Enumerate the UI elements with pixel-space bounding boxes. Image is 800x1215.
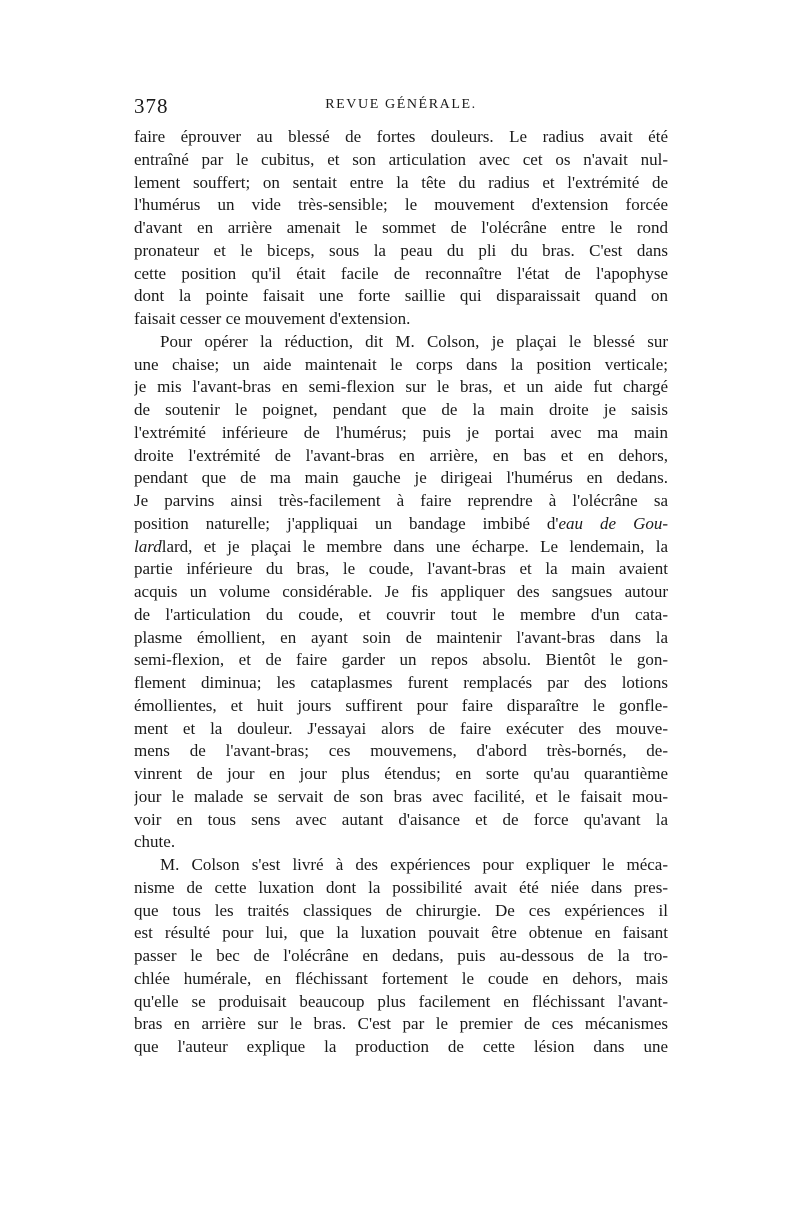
- text-fragment: position naturelle; j'appliquai un bandage imbibé d': [134, 513, 559, 533]
- text-line: [134, 513, 668, 536]
- italic-fragment: lard: [134, 536, 162, 556]
- text-fragment: lard, et je plaçai le membre dans une écharpe. Le lendemain, la: [161, 536, 668, 556]
- text-line: acquis un volume considérable. Je fis appliquer des sangsues autour: [134, 582, 668, 601]
- text-line: flement diminua; les cataplasmes furent remplacés par des lotions: [134, 673, 668, 692]
- text-line: passer le bec de l'olécrâne en dedans, puis au-dessous de la tro-: [134, 946, 668, 965]
- page-number: 378: [134, 94, 169, 118]
- text-line: que l'auteur explique la production de cette lésion dans une: [134, 1037, 668, 1056]
- running-head: REVUE GÉNÉRALE.: [325, 97, 477, 112]
- text-line: semi-flexion, et de faire garder un repos absolu. Bientôt le gon-: [134, 650, 668, 670]
- text-line: [134, 536, 668, 559]
- text-line: est résulté pour lui, que la luxation pouvait être obtenue en faisant: [134, 923, 668, 943]
- text-line: de l'articulation du coude, et couvrir tout le membre d'un cata-: [134, 604, 668, 624]
- text-line: chlée humérale, en fléchissant fortement le coude en dehors, mais: [134, 968, 668, 988]
- text-line: partie inférieure du bras, le coude, l'avant-bras et la main avaient: [134, 559, 668, 579]
- text-line: pronateur et le biceps, sous la peau du pli du bras. C'est dans: [134, 240, 668, 260]
- text-line: ment et la douleur. J'essayai alors de faire exécuter des mouve-: [134, 718, 668, 738]
- page-header: [134, 94, 668, 122]
- text-line: jour le malade se servait de son bras avec facilité, et le faisait mou-: [134, 786, 668, 806]
- text-line: cette position qu'il était facile de reconnaître l'état de l'apophyse: [134, 263, 668, 283]
- text-line: chute.: [134, 832, 176, 852]
- text-line: l'extrémité inférieure de l'humérus; puis je portai avec ma main: [134, 422, 668, 442]
- text-line: Pour opérer la réduction, dit M. Colson, je plaçai le blessé sur: [160, 331, 668, 351]
- text-line: bras en arrière sur le bras. C'est par le premier de ces mécanismes: [134, 1014, 668, 1034]
- text-line: pendant que de ma main gauche je dirigeai l'humérus en dedans.: [134, 468, 668, 488]
- text-line: que tous les traités classiques de chirurgie. De ces expériences il: [134, 900, 668, 920]
- text-line: plasme émollient, en ayant soin de maintenir l'avant-bras dans la: [134, 627, 668, 647]
- text-line: mens de l'avant-bras; ces mouvemens, d'abord très-bornés, de-: [134, 741, 668, 761]
- text-line: dont la pointe faisait une forte saillie qui disparaissait quand on: [134, 286, 668, 306]
- text-line: droite l'extrémité de l'avant-bras en arrière, en bas et en dehors,: [134, 445, 668, 465]
- text-line: d'avant en arrière amenait le sommet de l'olécrâne entre le rond: [134, 218, 668, 237]
- body-text: [134, 126, 668, 1059]
- text-line: l'humérus un vide très-sensible; le mouvement d'extension forcée: [134, 195, 668, 215]
- text-line: faisait cesser ce mouvement d'extension.: [134, 309, 411, 328]
- text-line: vinrent de jour en jour plus étendus; en sorte qu'au quarantième: [134, 764, 668, 783]
- text-line: M. Colson s'est livré à des expériences pour expliquer le méca-: [160, 855, 668, 874]
- italic-fragment: eau de Gou-: [558, 513, 668, 533]
- text-line: faire éprouver au blessé de fortes douleurs. Le radius avait été: [134, 127, 668, 146]
- text-line: une chaise; un aide maintenait le corps dans la position verticale;: [134, 354, 668, 374]
- text-line: qu'elle se produisait beaucoup plus facilement en fléchissant l'avant-: [134, 991, 668, 1011]
- text-line: je mis l'avant-bras en semi-flexion sur le bras, et un aide fut chargé: [134, 377, 668, 397]
- text-line: voir en tous sens avec autant d'aisance et de force qu'avant la: [134, 809, 668, 829]
- text-line: Je parvins ainsi très-facilement à faire reprendre à l'olécrâne sa: [134, 491, 668, 510]
- text-line: nisme de cette luxation dont la possibilité avait été niée dans pres-: [134, 877, 668, 897]
- text-line: lement souffert; on sentait entre la tête du radius et l'extrémité de: [134, 172, 668, 192]
- text-line: émollientes, et huit jours suffirent pour faire disparaître le gonfle-: [134, 695, 668, 715]
- text-line: entraîné par le cubitus, et son articulation avec cet os n'avait nul-: [134, 149, 668, 169]
- text-line: de soutenir le poignet, pendant que de la main droite je saisis: [134, 400, 668, 419]
